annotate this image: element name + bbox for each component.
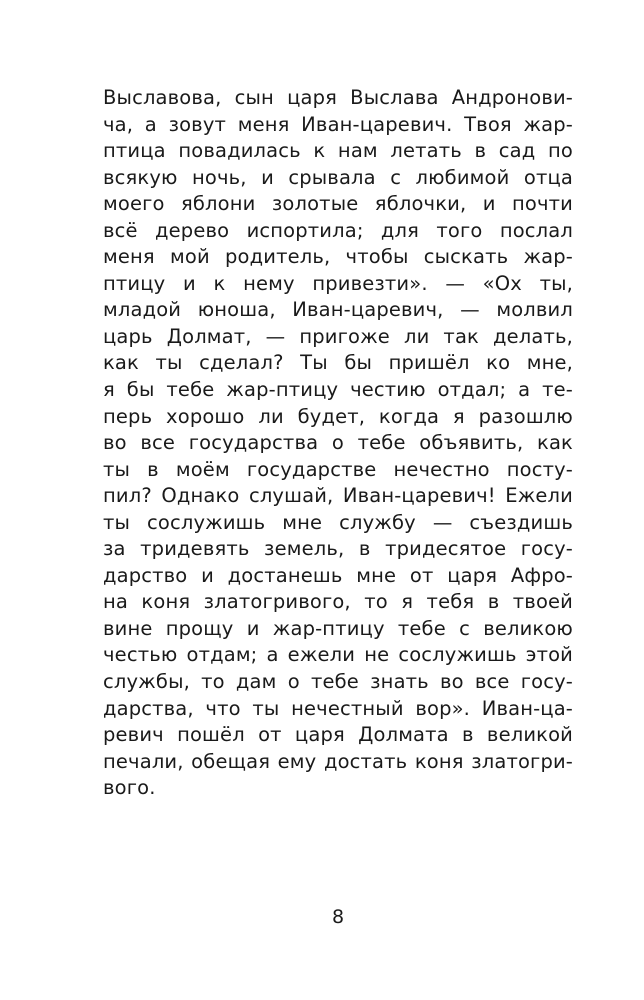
text-line: ты в моём государстве нечестно посту- (103, 457, 573, 481)
body-text (103, 85, 573, 802)
text-line: ча, а зовут меня Иван-царевич. Твоя жар- (103, 112, 573, 136)
text-line: птицу и к нему привезти». — «Ох ты, (103, 271, 573, 295)
text-line: дарство и достанешь мне от царя Афро- (103, 563, 573, 587)
text-line: ревич пошёл от царя Долмата в великой (103, 723, 573, 747)
text-line: за тридевять земель, в тридесятое госу- (103, 537, 573, 561)
text-line: вине прощу и жар-птицу тебе с великою (103, 616, 573, 640)
text-line: моего яблони золотые яблочки, и почти (103, 192, 573, 216)
text-line: всякую ночь, и срывала с любимой отца (103, 165, 573, 189)
text-line: всё дерево испортила; для того послал (103, 218, 573, 242)
text-line: я бы тебе жар-птицу честию отдал; а те- (103, 378, 573, 402)
text-line: царь Долмат, — пригоже ли так делать, (103, 324, 573, 348)
text-line: во все государства о тебе объявить, как (103, 431, 573, 455)
text-line: печали, обещая ему достать коня златогри- (103, 749, 573, 773)
text-line: пил? Однако слушай, Иван-царевич! Ежели (103, 484, 573, 508)
text-line: меня мой родитель, чтобы сыскать жар- (103, 245, 573, 269)
text-line: на коня златогривого, то я тебя в твоей (103, 590, 573, 614)
text-line: птица повадилась к нам летать в сад по (103, 139, 573, 163)
text-line: честью отдам; а ежели не сослужишь этой (103, 643, 573, 667)
text-line: Выславова, сын царя Выслава Андронови- (103, 86, 573, 109)
page-number: 8 (331, 906, 345, 928)
text-line: младой юноша, Иван-царевич, — молвил (103, 298, 573, 322)
text-line: вого. (103, 776, 156, 800)
text-line: ты сослужишь мне службу — съездишь (103, 510, 573, 534)
text-line: как ты сделал? Ты бы пришёл ко мне, (103, 351, 573, 375)
text-line: перь хорошо ли будет, когда я разошлю (103, 404, 573, 428)
text-line: службы, то дам о тебе знать во все госу- (103, 670, 573, 694)
text-line: дарства, что ты нечестный вор». Иван-ца- (103, 696, 573, 720)
